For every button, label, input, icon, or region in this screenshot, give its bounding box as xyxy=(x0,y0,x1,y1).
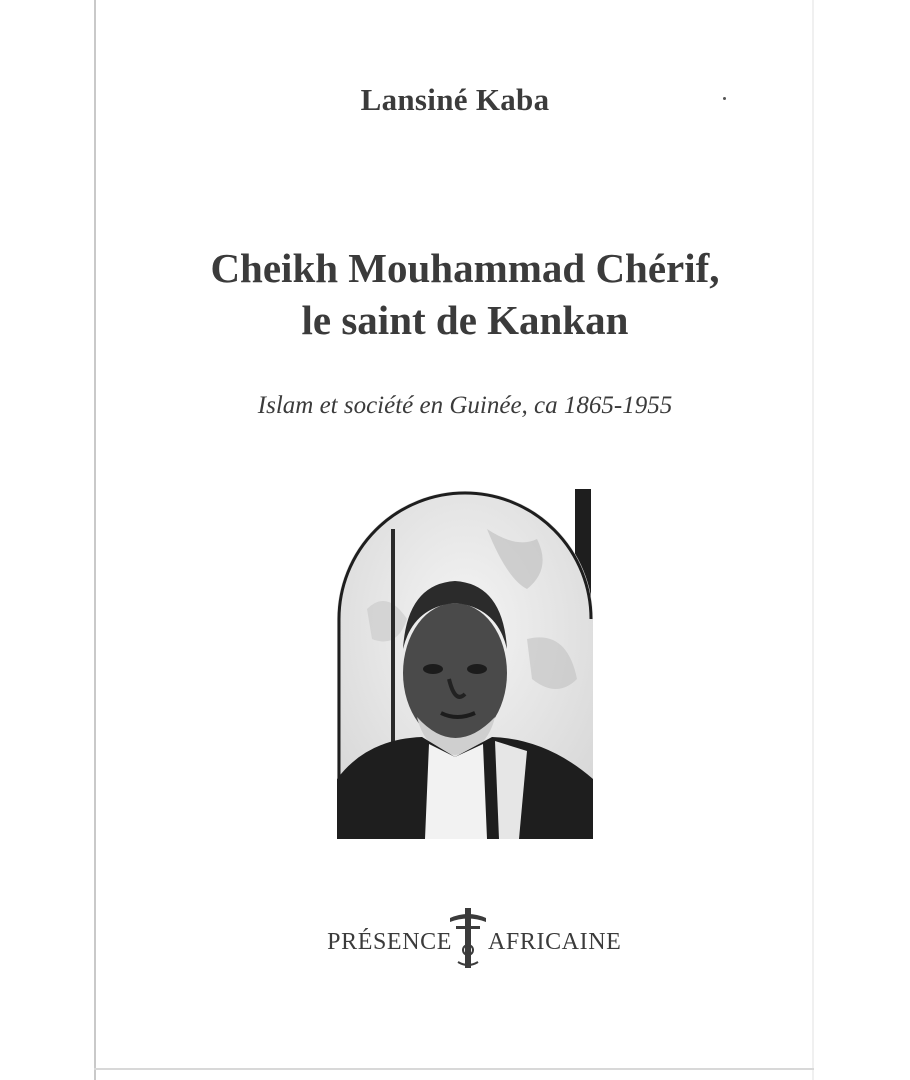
cover-edge-bottom xyxy=(94,1068,814,1070)
author-name: Lansiné Kaba xyxy=(360,82,550,117)
book-subtitle: Islam et société en Guinée, ca 1865-1955 xyxy=(257,392,673,419)
publisher-word-left: PRÉSENCE xyxy=(327,929,452,955)
cover-edge-left xyxy=(94,0,96,1080)
portrait-photo xyxy=(337,489,593,839)
book-title xyxy=(0,242,910,346)
title-line-2: le saint de Kankan xyxy=(301,297,629,343)
presence-africaine-logo-icon xyxy=(446,906,490,970)
title-line-1: Cheikh Mouhammad Chérif, xyxy=(210,245,720,291)
publisher-word-right: AFRICAINE xyxy=(488,929,622,955)
publisher-imprint xyxy=(302,906,642,970)
cover-edge-right xyxy=(812,0,814,1080)
